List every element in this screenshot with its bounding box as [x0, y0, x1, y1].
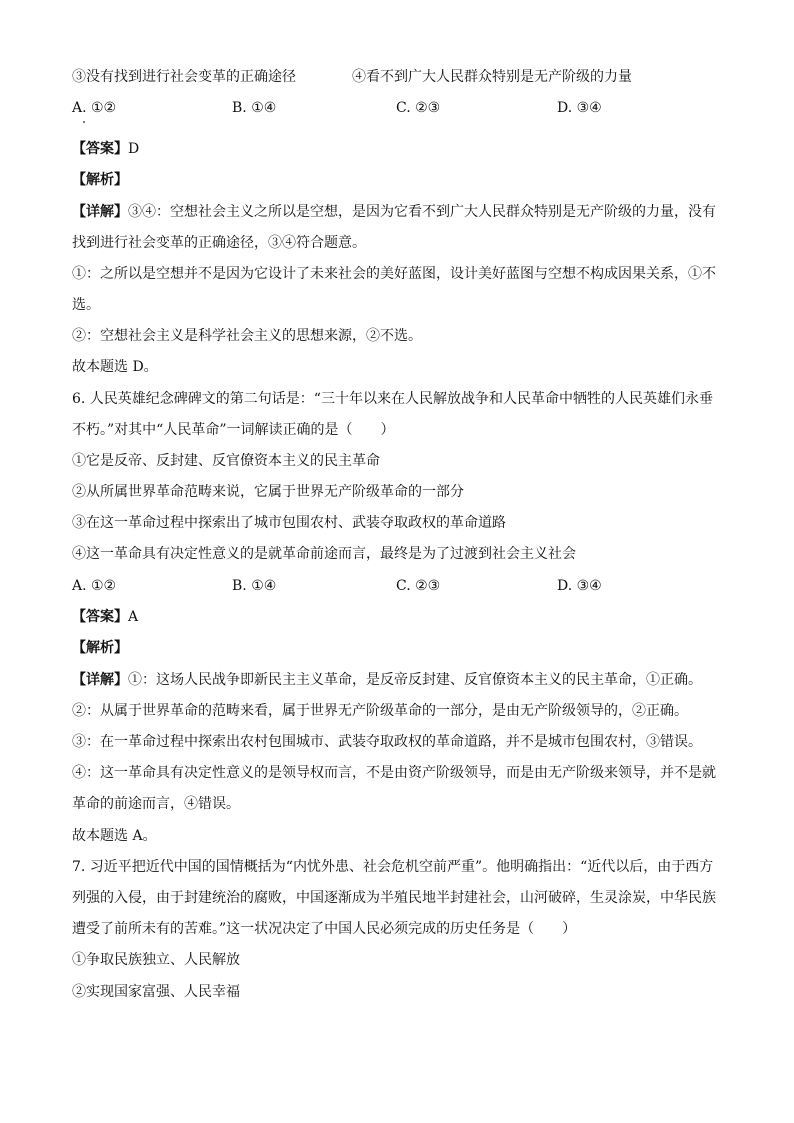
stray-mark: [83, 121, 85, 123]
q6-item-3: ③在这一革命过程中探索出了城市包围农村、武装夺取政权的革命道路: [72, 515, 506, 531]
q6-item-4: ④这一革命具有决定性意义的是就革命前途而言，最终是为了过渡到社会主义社会: [72, 546, 576, 562]
q6-conclusion: 故本题选 A。: [72, 828, 157, 844]
q7-stem-line-3: 遭受了前所未有的苦难。”这一状况决定了中国人民必须完成的历史任务是（ ）: [72, 921, 577, 937]
q6-detail-line-3: ③：在一革命过程中探索出农村包围城市、武装夺取政权的革命道路，并不是城市包围农村，③错误。: [72, 734, 702, 750]
q5-choice-a: A. ①②: [72, 100, 117, 116]
q6-answer-value: A: [128, 609, 139, 625]
q6-detail-tag: 【详解】: [72, 672, 128, 688]
q6-detail-line-1: 【详解】①：这场人民战争即新民主主义革命，是反帝反封建、反官僚资本主义的民主革命，①正确。: [72, 672, 702, 688]
q5-analysis-tag: 【解析】: [72, 172, 128, 188]
q5-detail-line-1: 【详解】③④：空想社会主义之所以是空想，是因为它看不到广大人民群众特别是无产阶级的力量，没有: [72, 204, 716, 220]
q7-stem-line-2: 列强的入侵，由于封建统治的腐败，中国逐渐成为半殖民地半封建社会，山河破碎，生灵涂炭，中华民族: [72, 890, 716, 906]
q6-item-2: ②从所属世界革命范畴来说，它属于世界无产阶级革命的一部分: [72, 484, 464, 500]
q7-item-2: ②实现国家富强、人民幸福: [72, 984, 240, 1000]
q6-item-1: ①它是反帝、反封建、反官僚资本主义的民主革命: [72, 453, 380, 469]
q6-analysis-tag: 【解析】: [72, 640, 128, 656]
q6-detail-line-4: ④：这一革命具有决定性意义的是领导权而言，不是由资产阶级领导，而是由无产阶级来领导，并不是就: [72, 765, 716, 781]
q5-choice-c: C. ②③: [396, 100, 441, 116]
q6-detail-line-5: 革命的前途而言，④错误。: [72, 796, 240, 812]
q6-choice-a: A. ①②: [72, 578, 117, 594]
q5-detail-line-5: ②：空想社会主义是科学社会主义的思想来源，②不选。: [72, 328, 422, 344]
q6-detail-line-2: ②：从属于世界革命的范畴来看，属于世界无产阶级革命的一部分，是由无产阶级领导的，②正确。: [72, 703, 688, 719]
q5-choice-b: B. ①④: [232, 100, 277, 116]
q6-answer: [72, 607, 732, 627]
q6-choice-d: D. ③④: [557, 578, 602, 594]
q5-detail-line-4: 选。: [72, 297, 100, 313]
q6-stem-line-2: 不朽。”对其中“人民革命”一词解读正确的是（ ）: [72, 422, 395, 438]
q6-stem-line-1: 6. 人民英雄纪念碑碑文的第二句话是：“三十年以来在人民解放战争和人民革命中牺牲的人民英雄们永垂: [72, 391, 713, 407]
q6-choice-b: B. ①④: [232, 578, 277, 594]
q5-option-3: ③没有找到进行社会变革的正确途径: [72, 69, 296, 85]
q5-conclusion: 故本题选 D。: [72, 359, 158, 375]
q5-detail-line-2: 找到进行社会变革的正确途径，③④符合题意。: [72, 235, 366, 251]
q5-option-4: ④看不到广大人民群众特别是无产阶级的力量: [352, 69, 632, 85]
q6-choice-c: C. ②③: [396, 578, 441, 594]
q5-detail-tag: 【详解】: [72, 204, 128, 220]
q5-answer-tag: 【答案】: [72, 141, 128, 157]
q5-answer: [72, 139, 732, 159]
q5-detail-line-3: ①：之所以是空想并不是因为它设计了未来社会的美好蓝图，设计美好蓝图与空想不构成因果关系，①不: [72, 266, 716, 282]
q6-answer-tag: 【答案】: [72, 609, 128, 625]
q7-stem-line-1: 7. 习近平把近代中国的国情概括为“内忧外患、社会危机空前严重”。他明确指出：“近代以后，由于西方: [72, 859, 714, 875]
q5-answer-value: D: [128, 141, 140, 157]
q5-choice-d: D. ③④: [557, 100, 602, 116]
q7-item-1: ①争取民族独立、人民解放: [72, 952, 240, 968]
